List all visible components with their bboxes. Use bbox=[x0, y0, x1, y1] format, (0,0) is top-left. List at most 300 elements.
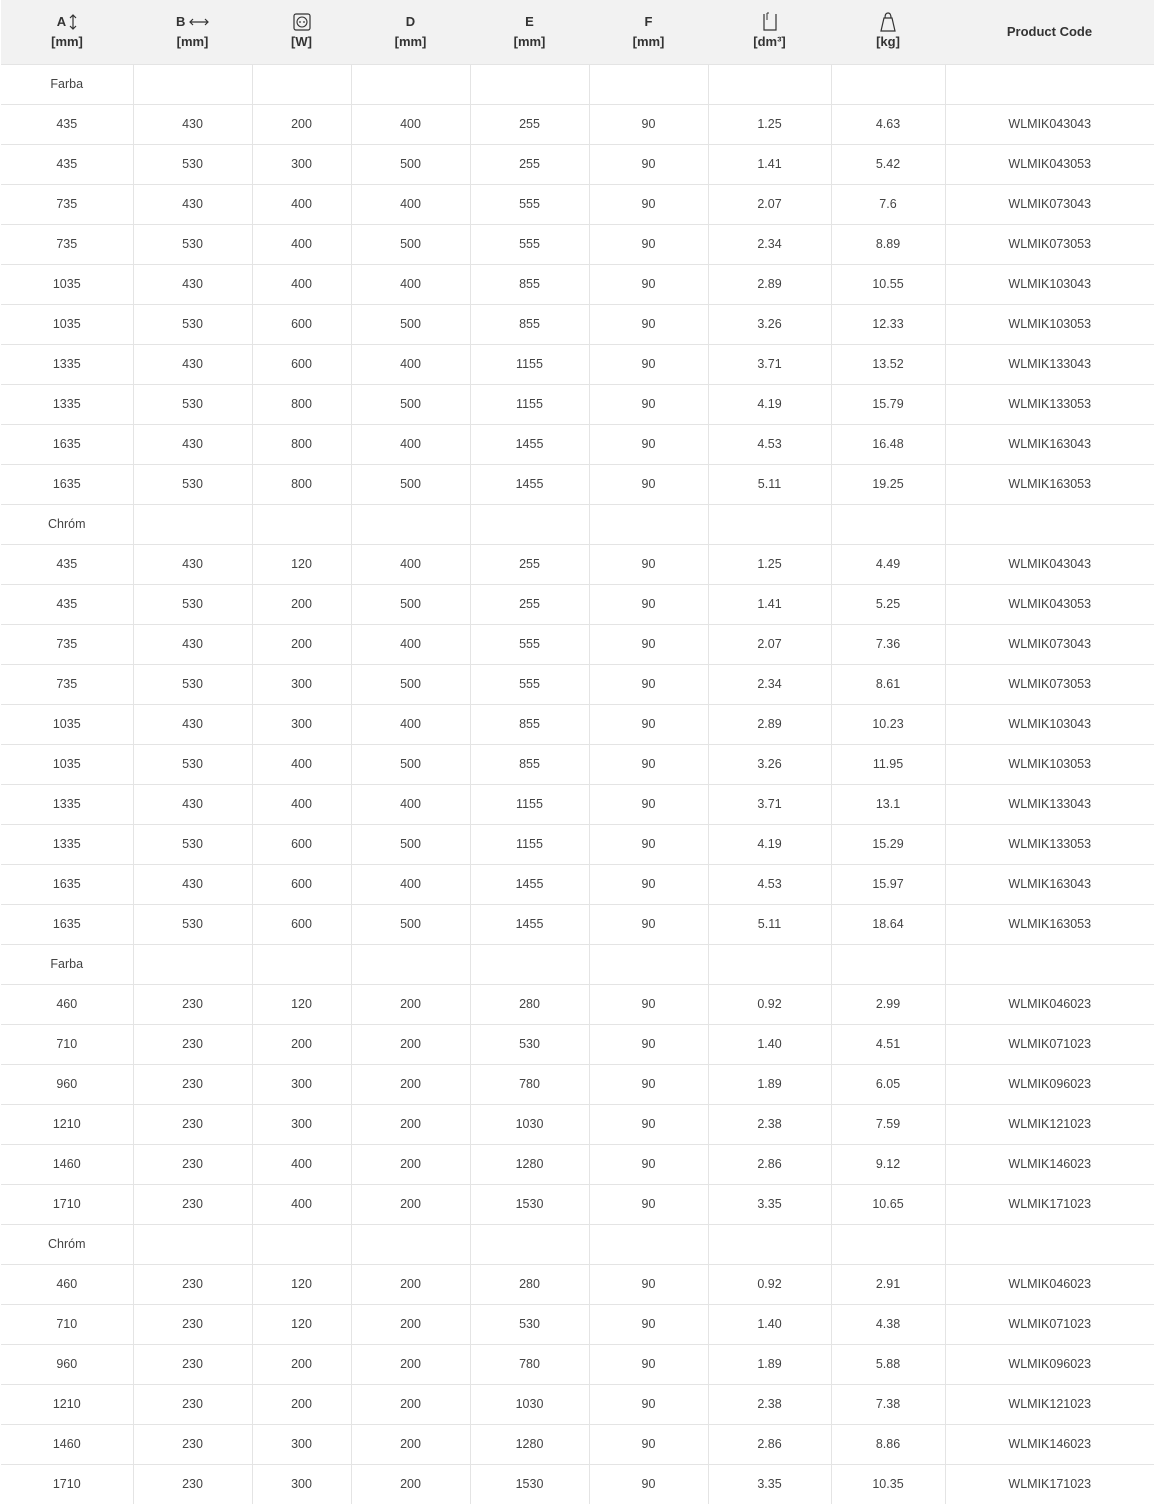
group-row bbox=[1, 504, 1154, 544]
empty-cell bbox=[351, 504, 470, 544]
cell-a: 1035 bbox=[1, 744, 133, 784]
table-row bbox=[1, 664, 1154, 704]
cell-volume: 2.86 bbox=[708, 1144, 831, 1184]
cell-power: 200 bbox=[252, 1344, 351, 1384]
group-label: Farba bbox=[1, 64, 133, 104]
empty-cell bbox=[831, 64, 945, 104]
cell-power: 400 bbox=[252, 224, 351, 264]
cell-a: 1635 bbox=[1, 904, 133, 944]
table-row bbox=[1, 1464, 1154, 1504]
cell-volume: 1.89 bbox=[708, 1344, 831, 1384]
group-label: Chróm bbox=[1, 1224, 133, 1264]
cell-b: 230 bbox=[133, 1144, 252, 1184]
cell-power: 400 bbox=[252, 264, 351, 304]
table-row bbox=[1, 824, 1154, 864]
table-row bbox=[1, 104, 1154, 144]
cell-f: 90 bbox=[589, 544, 708, 584]
cell-volume: 1.25 bbox=[708, 544, 831, 584]
cell-volume: 1.41 bbox=[708, 144, 831, 184]
power-outlet-icon bbox=[293, 13, 311, 31]
cell-power: 300 bbox=[252, 664, 351, 704]
cell-a: 735 bbox=[1, 664, 133, 704]
cell-product-code: WLMIK171023 bbox=[945, 1464, 1154, 1504]
cell-d: 400 bbox=[351, 104, 470, 144]
cell-product-code: WLMIK073043 bbox=[945, 624, 1154, 664]
cell-weight: 7.59 bbox=[831, 1104, 945, 1144]
header-b: B [mm] bbox=[175, 13, 209, 49]
cell-volume: 4.53 bbox=[708, 424, 831, 464]
cell-weight: 5.25 bbox=[831, 584, 945, 624]
cell-e: 1530 bbox=[470, 1464, 589, 1504]
cell-power: 400 bbox=[252, 1144, 351, 1184]
cell-power: 400 bbox=[252, 1184, 351, 1224]
cell-f: 90 bbox=[589, 1464, 708, 1504]
cell-volume: 1.40 bbox=[708, 1304, 831, 1344]
table-row bbox=[1, 1304, 1154, 1344]
cell-b: 530 bbox=[133, 904, 252, 944]
header-weight: [kg] bbox=[831, 0, 945, 64]
cell-e: 530 bbox=[470, 1304, 589, 1344]
cell-b: 230 bbox=[133, 1384, 252, 1424]
cell-volume: 5.11 bbox=[708, 464, 831, 504]
cell-b: 230 bbox=[133, 1304, 252, 1344]
cell-b: 530 bbox=[133, 664, 252, 704]
cell-b: 430 bbox=[133, 184, 252, 224]
cell-a: 735 bbox=[1, 184, 133, 224]
cell-a: 1710 bbox=[1, 1464, 133, 1504]
cell-weight: 16.48 bbox=[831, 424, 945, 464]
header-d: D [mm] bbox=[394, 13, 427, 49]
cell-power: 120 bbox=[252, 984, 351, 1024]
empty-cell bbox=[831, 944, 945, 984]
group-label: Chróm bbox=[1, 504, 133, 544]
empty-cell bbox=[133, 504, 252, 544]
cell-e: 780 bbox=[470, 1344, 589, 1384]
cell-product-code: WLMIK046023 bbox=[945, 984, 1154, 1024]
cell-weight: 10.55 bbox=[831, 264, 945, 304]
cell-product-code: WLMIK103053 bbox=[945, 304, 1154, 344]
cell-product-code: WLMIK146023 bbox=[945, 1144, 1154, 1184]
cell-f: 90 bbox=[589, 624, 708, 664]
cell-a: 435 bbox=[1, 584, 133, 624]
cell-power: 200 bbox=[252, 624, 351, 664]
cell-power: 200 bbox=[252, 104, 351, 144]
cell-volume: 0.92 bbox=[708, 1264, 831, 1304]
cell-e: 855 bbox=[470, 264, 589, 304]
table-row bbox=[1, 144, 1154, 184]
cell-weight: 19.25 bbox=[831, 464, 945, 504]
cell-d: 400 bbox=[351, 344, 470, 384]
cell-d: 400 bbox=[351, 544, 470, 584]
cell-b: 430 bbox=[133, 544, 252, 584]
cell-power: 600 bbox=[252, 344, 351, 384]
cell-volume: 2.38 bbox=[708, 1104, 831, 1144]
table-row bbox=[1, 384, 1154, 424]
empty-cell bbox=[470, 504, 589, 544]
cell-weight: 8.61 bbox=[831, 664, 945, 704]
table-row bbox=[1, 624, 1154, 664]
cell-b: 430 bbox=[133, 104, 252, 144]
cell-d: 400 bbox=[351, 784, 470, 824]
width-arrow-icon bbox=[189, 18, 209, 26]
header-e: E [mm] bbox=[513, 13, 546, 49]
cell-product-code: WLMIK096023 bbox=[945, 1344, 1154, 1384]
table-row bbox=[1, 264, 1154, 304]
table-row bbox=[1, 1184, 1154, 1224]
cell-a: 710 bbox=[1, 1024, 133, 1064]
cell-a: 1035 bbox=[1, 264, 133, 304]
cell-a: 1460 bbox=[1, 1424, 133, 1464]
cell-product-code: WLMIK121023 bbox=[945, 1104, 1154, 1144]
cell-f: 90 bbox=[589, 1424, 708, 1464]
cell-e: 1155 bbox=[470, 384, 589, 424]
empty-cell bbox=[708, 1224, 831, 1264]
cell-product-code: WLMIK163053 bbox=[945, 904, 1154, 944]
cell-b: 530 bbox=[133, 224, 252, 264]
table-row bbox=[1, 864, 1154, 904]
header-row bbox=[1, 0, 1154, 64]
cell-volume: 1.40 bbox=[708, 1024, 831, 1064]
cell-a: 735 bbox=[1, 224, 133, 264]
cell-f: 90 bbox=[589, 1304, 708, 1344]
cell-f: 90 bbox=[589, 1264, 708, 1304]
empty-cell bbox=[470, 1224, 589, 1264]
cell-weight: 15.97 bbox=[831, 864, 945, 904]
cell-f: 90 bbox=[589, 584, 708, 624]
cell-e: 555 bbox=[470, 664, 589, 704]
cell-weight: 4.38 bbox=[831, 1304, 945, 1344]
empty-cell bbox=[252, 504, 351, 544]
cell-product-code: WLMIK133053 bbox=[945, 384, 1154, 424]
cell-weight: 12.33 bbox=[831, 304, 945, 344]
cell-a: 1210 bbox=[1, 1384, 133, 1424]
product-spec-table bbox=[1, 0, 1154, 1504]
cell-d: 200 bbox=[351, 1064, 470, 1104]
table-row bbox=[1, 224, 1154, 264]
cell-weight: 15.79 bbox=[831, 384, 945, 424]
cell-volume: 3.35 bbox=[708, 1184, 831, 1224]
empty-cell bbox=[831, 504, 945, 544]
cell-b: 430 bbox=[133, 264, 252, 304]
cell-volume: 3.26 bbox=[708, 744, 831, 784]
cell-f: 90 bbox=[589, 384, 708, 424]
cell-f: 90 bbox=[589, 1344, 708, 1384]
cell-volume: 3.26 bbox=[708, 304, 831, 344]
cell-d: 200 bbox=[351, 984, 470, 1024]
cell-power: 800 bbox=[252, 464, 351, 504]
table-row bbox=[1, 1264, 1154, 1304]
cell-d: 500 bbox=[351, 824, 470, 864]
group-row bbox=[1, 64, 1154, 104]
cell-e: 1455 bbox=[470, 864, 589, 904]
cell-weight: 2.99 bbox=[831, 984, 945, 1024]
cell-weight: 9.12 bbox=[831, 1144, 945, 1184]
cell-product-code: WLMIK071023 bbox=[945, 1024, 1154, 1064]
cell-a: 1335 bbox=[1, 824, 133, 864]
cell-power: 200 bbox=[252, 1024, 351, 1064]
cell-f: 90 bbox=[589, 264, 708, 304]
cell-product-code: WLMIK133043 bbox=[945, 784, 1154, 824]
cell-b: 230 bbox=[133, 1464, 252, 1504]
empty-cell bbox=[252, 64, 351, 104]
cell-power: 400 bbox=[252, 784, 351, 824]
empty-cell bbox=[252, 944, 351, 984]
cell-weight: 11.95 bbox=[831, 744, 945, 784]
cell-product-code: WLMIK163043 bbox=[945, 864, 1154, 904]
cell-f: 90 bbox=[589, 1144, 708, 1184]
cell-a: 1335 bbox=[1, 344, 133, 384]
cell-f: 90 bbox=[589, 704, 708, 744]
cell-b: 230 bbox=[133, 1344, 252, 1384]
cell-b: 530 bbox=[133, 464, 252, 504]
cell-b: 430 bbox=[133, 424, 252, 464]
cell-d: 500 bbox=[351, 144, 470, 184]
cell-volume: 4.19 bbox=[708, 384, 831, 424]
cell-f: 90 bbox=[589, 1024, 708, 1064]
cell-f: 90 bbox=[589, 864, 708, 904]
cell-d: 200 bbox=[351, 1024, 470, 1064]
empty-cell bbox=[708, 64, 831, 104]
cell-a: 460 bbox=[1, 984, 133, 1024]
cell-power: 400 bbox=[252, 184, 351, 224]
table-row bbox=[1, 1344, 1154, 1384]
table-row bbox=[1, 744, 1154, 784]
cell-e: 530 bbox=[470, 1024, 589, 1064]
cell-f: 90 bbox=[589, 104, 708, 144]
cell-d: 400 bbox=[351, 624, 470, 664]
table-row bbox=[1, 544, 1154, 584]
cell-f: 90 bbox=[589, 1384, 708, 1424]
cell-volume: 1.25 bbox=[708, 104, 831, 144]
cell-a: 435 bbox=[1, 104, 133, 144]
cell-b: 230 bbox=[133, 1424, 252, 1464]
cell-d: 200 bbox=[351, 1464, 470, 1504]
cell-e: 255 bbox=[470, 144, 589, 184]
cell-power: 300 bbox=[252, 1424, 351, 1464]
cell-power: 600 bbox=[252, 904, 351, 944]
cell-b: 230 bbox=[133, 1064, 252, 1104]
table-row bbox=[1, 1144, 1154, 1184]
cell-weight: 15.29 bbox=[831, 824, 945, 864]
cell-f: 90 bbox=[589, 224, 708, 264]
cell-d: 500 bbox=[351, 584, 470, 624]
cell-d: 200 bbox=[351, 1104, 470, 1144]
table-row bbox=[1, 344, 1154, 384]
empty-cell bbox=[708, 504, 831, 544]
empty-cell bbox=[351, 1224, 470, 1264]
header-product-code: Product Code bbox=[1006, 23, 1093, 39]
cell-product-code: WLMIK046023 bbox=[945, 1264, 1154, 1304]
cell-d: 500 bbox=[351, 464, 470, 504]
cell-e: 1455 bbox=[470, 464, 589, 504]
group-row bbox=[1, 1224, 1154, 1264]
table-row bbox=[1, 424, 1154, 464]
cell-d: 500 bbox=[351, 384, 470, 424]
table-row bbox=[1, 1424, 1154, 1464]
cell-f: 90 bbox=[589, 144, 708, 184]
cell-b: 430 bbox=[133, 784, 252, 824]
cell-f: 90 bbox=[589, 304, 708, 344]
cell-volume: 2.34 bbox=[708, 664, 831, 704]
cell-power: 400 bbox=[252, 744, 351, 784]
cell-product-code: WLMIK121023 bbox=[945, 1384, 1154, 1424]
cell-a: 435 bbox=[1, 544, 133, 584]
cell-a: 1335 bbox=[1, 384, 133, 424]
group-row bbox=[1, 944, 1154, 984]
cell-a: 1460 bbox=[1, 1144, 133, 1184]
cell-weight: 8.86 bbox=[831, 1424, 945, 1464]
cell-power: 800 bbox=[252, 384, 351, 424]
empty-cell bbox=[470, 64, 589, 104]
cell-e: 1155 bbox=[470, 784, 589, 824]
table-row bbox=[1, 464, 1154, 504]
cell-volume: 4.19 bbox=[708, 824, 831, 864]
cell-volume: 1.89 bbox=[708, 1064, 831, 1104]
cell-product-code: WLMIK103043 bbox=[945, 264, 1154, 304]
cell-f: 90 bbox=[589, 984, 708, 1024]
cell-a: 1035 bbox=[1, 304, 133, 344]
cell-a: 1635 bbox=[1, 864, 133, 904]
cell-a: 710 bbox=[1, 1304, 133, 1344]
cell-product-code: WLMIK096023 bbox=[945, 1064, 1154, 1104]
empty-cell bbox=[133, 64, 252, 104]
cell-d: 500 bbox=[351, 744, 470, 784]
cell-e: 255 bbox=[470, 584, 589, 624]
cell-e: 1280 bbox=[470, 1424, 589, 1464]
cell-weight: 13.1 bbox=[831, 784, 945, 824]
cell-f: 90 bbox=[589, 184, 708, 224]
cell-volume: 2.07 bbox=[708, 184, 831, 224]
table-row bbox=[1, 904, 1154, 944]
cell-b: 230 bbox=[133, 1264, 252, 1304]
cell-product-code: WLMIK073043 bbox=[945, 184, 1154, 224]
cell-product-code: WLMIK043043 bbox=[945, 104, 1154, 144]
cell-e: 1155 bbox=[470, 344, 589, 384]
cell-f: 90 bbox=[589, 1064, 708, 1104]
empty-cell bbox=[351, 944, 470, 984]
cell-f: 90 bbox=[589, 824, 708, 864]
cell-weight: 8.89 bbox=[831, 224, 945, 264]
empty-cell bbox=[945, 1224, 1154, 1264]
cell-d: 400 bbox=[351, 264, 470, 304]
cell-e: 1155 bbox=[470, 824, 589, 864]
cell-e: 855 bbox=[470, 744, 589, 784]
cell-e: 280 bbox=[470, 984, 589, 1024]
empty-cell bbox=[945, 944, 1154, 984]
cell-e: 1455 bbox=[470, 424, 589, 464]
cell-e: 1030 bbox=[470, 1104, 589, 1144]
cell-weight: 10.35 bbox=[831, 1464, 945, 1504]
cell-weight: 4.51 bbox=[831, 1024, 945, 1064]
cell-volume: 2.89 bbox=[708, 704, 831, 744]
cell-d: 200 bbox=[351, 1264, 470, 1304]
table-row bbox=[1, 184, 1154, 224]
cell-e: 855 bbox=[470, 704, 589, 744]
cell-b: 230 bbox=[133, 1104, 252, 1144]
cell-power: 800 bbox=[252, 424, 351, 464]
cell-power: 600 bbox=[252, 824, 351, 864]
cell-e: 555 bbox=[470, 224, 589, 264]
cell-b: 530 bbox=[133, 824, 252, 864]
cell-weight: 4.63 bbox=[831, 104, 945, 144]
cell-f: 90 bbox=[589, 344, 708, 384]
cell-power: 300 bbox=[252, 1064, 351, 1104]
cell-d: 200 bbox=[351, 1144, 470, 1184]
volume-container-icon bbox=[762, 12, 778, 32]
empty-cell bbox=[589, 504, 708, 544]
cell-b: 530 bbox=[133, 384, 252, 424]
cell-power: 300 bbox=[252, 1464, 351, 1504]
cell-volume: 2.89 bbox=[708, 264, 831, 304]
table-body bbox=[1, 64, 1154, 1504]
cell-product-code: WLMIK171023 bbox=[945, 1184, 1154, 1224]
table-row bbox=[1, 1384, 1154, 1424]
cell-b: 530 bbox=[133, 144, 252, 184]
cell-product-code: WLMIK043043 bbox=[945, 544, 1154, 584]
cell-d: 500 bbox=[351, 224, 470, 264]
cell-d: 200 bbox=[351, 1384, 470, 1424]
cell-e: 1280 bbox=[470, 1144, 589, 1184]
cell-volume: 5.11 bbox=[708, 904, 831, 944]
cell-d: 200 bbox=[351, 1424, 470, 1464]
table-row bbox=[1, 984, 1154, 1024]
table-row bbox=[1, 784, 1154, 824]
cell-product-code: WLMIK133043 bbox=[945, 344, 1154, 384]
cell-weight: 10.65 bbox=[831, 1184, 945, 1224]
empty-cell bbox=[708, 944, 831, 984]
cell-f: 90 bbox=[589, 464, 708, 504]
cell-f: 90 bbox=[589, 744, 708, 784]
cell-e: 1455 bbox=[470, 904, 589, 944]
cell-d: 200 bbox=[351, 1344, 470, 1384]
group-label: Farba bbox=[1, 944, 133, 984]
table-row bbox=[1, 1024, 1154, 1064]
header-a: A [mm] bbox=[51, 13, 83, 49]
cell-e: 555 bbox=[470, 184, 589, 224]
cell-e: 780 bbox=[470, 1064, 589, 1104]
empty-cell bbox=[945, 64, 1154, 104]
empty-cell bbox=[252, 1224, 351, 1264]
cell-product-code: WLMIK103053 bbox=[945, 744, 1154, 784]
cell-f: 90 bbox=[589, 1104, 708, 1144]
cell-volume: 2.07 bbox=[708, 624, 831, 664]
empty-cell bbox=[133, 1224, 252, 1264]
empty-cell bbox=[589, 64, 708, 104]
cell-d: 200 bbox=[351, 1304, 470, 1344]
cell-f: 90 bbox=[589, 784, 708, 824]
cell-product-code: WLMIK163043 bbox=[945, 424, 1154, 464]
cell-a: 1635 bbox=[1, 424, 133, 464]
cell-volume: 1.41 bbox=[708, 584, 831, 624]
cell-weight: 2.91 bbox=[831, 1264, 945, 1304]
cell-power: 200 bbox=[252, 584, 351, 624]
cell-a: 1035 bbox=[1, 704, 133, 744]
cell-b: 230 bbox=[133, 1024, 252, 1064]
table-row bbox=[1, 584, 1154, 624]
cell-product-code: WLMIK133053 bbox=[945, 824, 1154, 864]
cell-weight: 7.38 bbox=[831, 1384, 945, 1424]
cell-f: 90 bbox=[589, 664, 708, 704]
cell-a: 960 bbox=[1, 1344, 133, 1384]
table-row bbox=[1, 1064, 1154, 1104]
cell-a: 435 bbox=[1, 144, 133, 184]
cell-d: 400 bbox=[351, 424, 470, 464]
cell-d: 500 bbox=[351, 904, 470, 944]
cell-weight: 18.64 bbox=[831, 904, 945, 944]
cell-a: 1710 bbox=[1, 1184, 133, 1224]
cell-d: 200 bbox=[351, 1184, 470, 1224]
cell-b: 430 bbox=[133, 344, 252, 384]
